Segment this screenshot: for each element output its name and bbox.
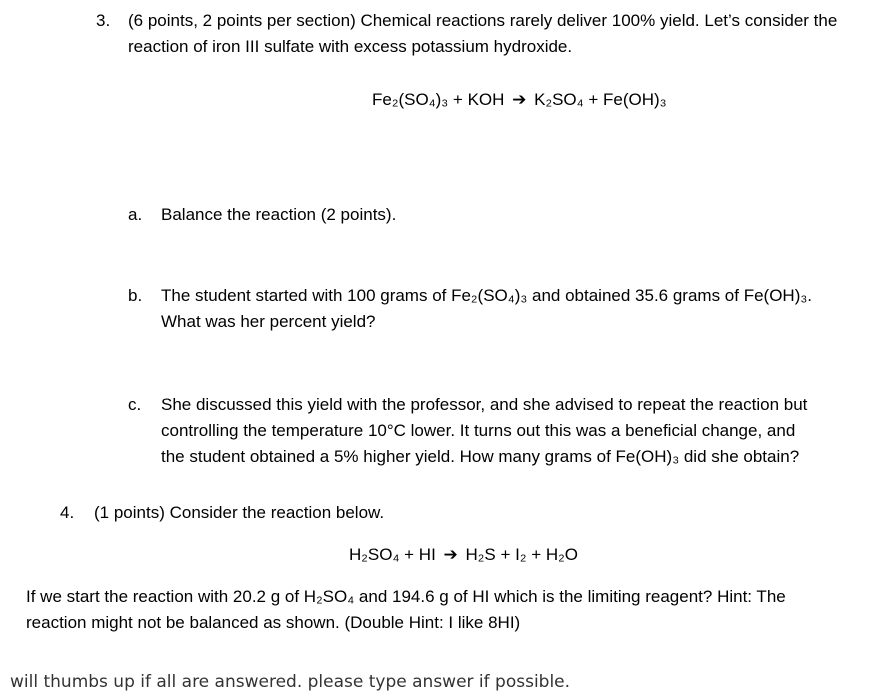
equation-term: KOH — [467, 90, 505, 109]
equation-plus: + — [500, 545, 511, 564]
part-a-label: a. — [128, 205, 143, 224]
question-3-intro-line-1: (6 points, 2 points per section) Chemical reactions rarely deliver 100% yield. Let’s consider the — [128, 11, 838, 30]
reaction-arrow-icon: ➔ — [443, 545, 458, 564]
question-3-intro-line-2: reaction of iron III sulfate with excess potassium hydroxide. — [128, 37, 573, 56]
part-c-line: the student obtained a 5% higher yield. How many grams of Fe(OH)₃ did she obtain? — [161, 447, 800, 466]
footer-note: will thumbs up if all are answered. please type answer if possible. — [10, 672, 571, 692]
equation-term: Fe₂(SO₄)₃ — [372, 90, 449, 109]
part-c-text — [161, 392, 807, 470]
equation-term: I₂ — [515, 545, 527, 564]
question-4-body-line-2: reaction might not be balanced as shown. (Double Hint: I like 8HI) — [26, 613, 521, 632]
part-b-line: The student started with 100 grams of Fe₂(SO₄)₃ and obtained 35.6 grams of Fe(OH)₃. — [161, 286, 813, 305]
question-4-body — [26, 584, 786, 636]
equation-term: K₂SO₄ — [534, 90, 584, 109]
part-a-line: Balance the reaction (2 points). — [161, 205, 397, 224]
equation-term: H₂S — [465, 545, 496, 564]
equation-plus: + — [531, 545, 542, 564]
question-4-number: 4. — [60, 503, 75, 522]
question-4-equation — [349, 542, 578, 568]
reaction-arrow-icon: ➔ — [512, 90, 527, 109]
question-3-number: 3. — [96, 11, 111, 30]
part-c-label: c. — [128, 395, 142, 414]
part-b-label: b. — [128, 286, 143, 305]
part-a-text — [161, 202, 396, 228]
equation-term: H₂O — [545, 545, 578, 564]
question-3-intro — [128, 8, 888, 60]
question-4-body-line-1: If we start the reaction with 20.2 g of H₂SO₄ and 194.6 g of HI which is the limiting reagent? Hint: The — [26, 587, 786, 606]
equation-plus: + — [452, 90, 463, 109]
part-b-line: What was her percent yield? — [161, 312, 376, 331]
part-c-line: controlling the temperature 10°C lower. It turns out this was a beneficial change, and — [161, 421, 796, 440]
part-b-text — [161, 283, 812, 335]
equation-plus: + — [588, 90, 599, 109]
part-c-line: She discussed this yield with the professor, and she advised to repeat the reaction but — [161, 395, 808, 414]
equation-term: HI — [418, 545, 436, 564]
equation-term: H₂SO₄ — [349, 545, 400, 564]
question-4-intro: (1 points) Consider the reaction below. — [94, 503, 385, 522]
equation-term: Fe(OH)₃ — [603, 90, 667, 109]
question-3-equation — [372, 87, 667, 113]
equation-plus: + — [404, 545, 415, 564]
